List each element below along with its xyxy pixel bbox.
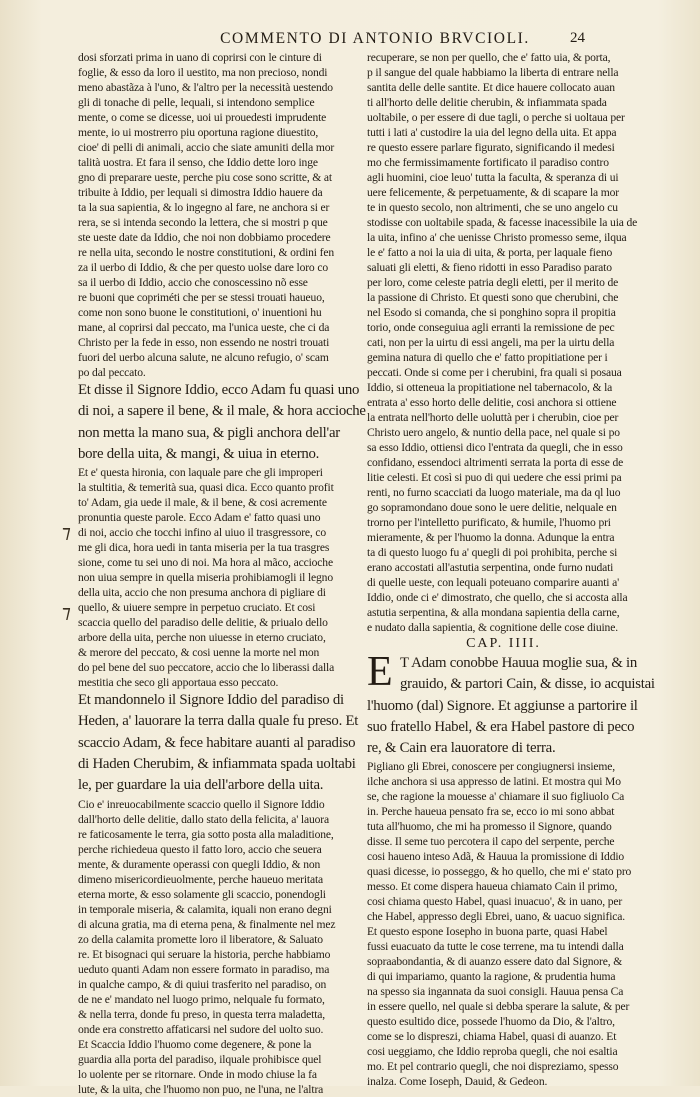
marginal-bracket-mark: ⁊ bbox=[62, 522, 71, 543]
text-line: re nella uita, secondo le nostre constitutioni, & ordini fen bbox=[78, 246, 334, 259]
chapter-opening bbox=[367, 649, 655, 759]
text-line: Et questo espone Iosepho in buona parte, quasi Habel bbox=[367, 925, 608, 939]
text-line: non uiua sempre in quella miseria prohibiamogli il legno bbox=[78, 571, 333, 585]
commentary-paragraph bbox=[78, 50, 341, 380]
text-line: to' Adam, gia uede il male, & il bene, & cosi acremente bbox=[78, 496, 327, 510]
text-line: in essere quello, nel quale si debba sperare la salute, & per bbox=[367, 1000, 630, 1014]
text-line: confidano, essendoci altrimenti serrata la porta di esse de bbox=[367, 456, 624, 469]
text-line: de ne e' mandato nel luogo primo, nelquale fu formato, bbox=[78, 992, 325, 1006]
text-line: messo. Et come dispera haueua chiamato Cain il primo, bbox=[367, 880, 618, 894]
text-line: recuperare, se non per quello, che e' fatto uia, & porta, bbox=[367, 51, 611, 64]
text-line: che Habel, appresso degli Ebrei, uano, & uacuo significa. bbox=[367, 910, 626, 924]
verse-line: re, & Cain era lauoratore di terra. bbox=[367, 740, 556, 757]
text-line: cosi ueggiamo, che Iddio reproba quegli, che noi esaltia bbox=[367, 1045, 618, 1059]
text-line: peccati. Onde si come per i cherubini, fra quali si posaua bbox=[367, 366, 622, 379]
verse-line: Et disse il Signore Iddio, ecco Adam fu quasi uno bbox=[78, 382, 360, 398]
text-line: torio, onde conseguiua agli erranti la remissione de pec bbox=[367, 321, 615, 334]
commentary-paragraph bbox=[78, 465, 341, 690]
text-line: cosi chiama questo Habel, quasi inuacuo', & in uano, per bbox=[367, 895, 623, 909]
text-line: sopraabondantia, & di auanzo essere dato dal Signore, & bbox=[367, 955, 623, 969]
text-line: mestitia che seco gli apportaua esso peccato. bbox=[78, 676, 279, 690]
drop-capital: E bbox=[367, 649, 393, 695]
text-line: agli huomini, cioe leuo' tutta la faculta, & speranza di ui bbox=[367, 171, 619, 184]
text-line: ta la sua sapientia, & lo ingegno al fare, ne anchora si er bbox=[78, 201, 330, 214]
text-line: di quelle ueste, con lequali poteuano comparire auanti a' bbox=[367, 576, 620, 589]
text-line: mieramente, & per l'huomo la donna. Adunque la entra bbox=[367, 531, 615, 544]
verse-line: suo fratello Habel, & era Habel pastore di peco bbox=[367, 718, 635, 735]
text-line: la stultitia, & temerità sua, quasi dica. Ecco quanto profit bbox=[78, 481, 334, 495]
text-line: talità uostra. Et fara il senso, che Iddio dette loro inge bbox=[78, 156, 318, 169]
text-line: rera, se si intenda secondo la lettera, che si mostri p que bbox=[78, 216, 328, 229]
text-line: Cio e' inreuocabilmente scaccio quello il Signore Iddio bbox=[78, 797, 325, 811]
text-line: re questo essere parlare figurato, significando il medesi bbox=[367, 141, 615, 154]
text-line: tuta all'huomo, che mi ha promesso il Signore, quando bbox=[367, 820, 612, 834]
text-line: tribuite à Iddio, per lequali si dimostra Iddio hauere da bbox=[78, 186, 323, 199]
text-line: di qui impariamo, quanto la ragione, & prudentia huma bbox=[367, 970, 616, 984]
text-line: trorno per l'intelletto purificato, & humile, l'huomo pri bbox=[367, 516, 611, 529]
text-line: foglie, & esso da loro il uestito, ma non precioso, nondi bbox=[78, 66, 328, 79]
text-line: questo esultido dice, possede l'huomo da Dio, & l'altro, bbox=[367, 1015, 615, 1029]
text-line: & merore del peccato, & cosi uenne la morte nel mon bbox=[78, 646, 320, 660]
verse-line: di Haden Cherubim, & infiammata spada uoltabi bbox=[78, 756, 356, 773]
verse-line: le, per guardare la uia dell'arbore della uita. bbox=[78, 777, 324, 794]
text-line: ste ueste date da Iddio, che noi non dobbiamo procedere bbox=[78, 231, 331, 244]
text-line: re. Et bisognaci qui seruare la historia, perche habbiamo bbox=[78, 947, 331, 961]
text-line: Et e' questa hironia, con laquale pare che gli improperi bbox=[78, 466, 323, 480]
text-line: della uita, accio che non presuma anchora di pigliare di bbox=[78, 586, 326, 600]
text-line: guardia alla porta del paradiso, ilquale prohibisce quel bbox=[78, 1052, 322, 1066]
text-line: fussi euacuato da tutte le cose terrene, ma tu intendi dalla bbox=[367, 940, 624, 954]
text-line: zo della calamita promette loro il liberatore, & Saluato bbox=[78, 932, 323, 946]
text-line: dimeno misericordieuolmente, perche haueuo meritata bbox=[78, 872, 324, 886]
text-line: mente, & duramente operassi con quegli Iddio, & non bbox=[78, 857, 321, 871]
text-line: in qualche campo, & di quiui trasferito nel paradiso, on bbox=[78, 977, 327, 991]
text-line: za il uerbo di Iddio, & che per questo uolse dare loro co bbox=[78, 261, 328, 274]
text-line: Christo uero angelo, & nuntio della pace, nel quale si po bbox=[367, 426, 620, 439]
text-line: quello, & uiuere sempre in perpetuo cruciato. Et cosi bbox=[78, 601, 316, 615]
text-line: cati, non per la uirtu di essi angeli, ma per la uirtu della bbox=[367, 336, 615, 349]
text-line: mente, io ui mostrerro piu oportuna ragione diuestito, bbox=[78, 126, 319, 139]
text-line: sione, come tu sei uno di noi. Ma hora al mãco, accioche bbox=[78, 556, 333, 570]
commentary-paragraph bbox=[367, 50, 638, 635]
text-line: na spesso sia ingannata da suoi consigli. Hauua pensa Ca bbox=[367, 985, 624, 999]
text-line: Et Scaccia Iddio l'huomo come degenere, & pone la bbox=[78, 1037, 312, 1051]
text-line: meno abastãza à l'uno, & l'altro per la necessità uestendo bbox=[78, 81, 333, 94]
text-line: Iddio, si otteneua la propitiatione nel tabernacolo, & la bbox=[367, 381, 613, 394]
text-line: pronuntia queste parole. Ecco Adam e' fatto quasi uno bbox=[78, 511, 321, 525]
text-line: sa esso Iddio, ottiensi dico l'entrata da quegli, che in esso bbox=[367, 441, 623, 454]
verse-line: grauido, & partori Cain, & disse, io acquistai bbox=[400, 676, 655, 693]
text-line: me gli dica, hora uedi in tanta miseria per la tua trasgres bbox=[78, 541, 330, 555]
commentary-paragraph bbox=[78, 797, 341, 1097]
text-line: in temporale miseria, & calamita, iquali non erano degni bbox=[78, 902, 332, 916]
right-column bbox=[367, 50, 655, 1089]
text-line: come se lo dispreszi, chiama Habel, quasi di auanzo. Et bbox=[367, 1030, 617, 1044]
text-line: dosi sforzati prima in uano di coprirsi con le cinture di bbox=[78, 51, 322, 64]
text-line: tutti i lati a' custodire la uia del legno della uita. Et appa bbox=[367, 126, 617, 139]
text-line: scaccia quello del paradiso delle delitie, & priualo dello bbox=[78, 616, 328, 630]
text-line: te in questo secolo, non altrimenti, che se uno angelo cu bbox=[367, 201, 618, 214]
verse-line: Heden, a' lauorare la terra dalla quale fu preso. Et bbox=[78, 713, 359, 730]
text-line: mente, o come se dicesse, uoi ui prouedesti imprudente bbox=[78, 111, 327, 124]
scripture-verse bbox=[367, 649, 655, 759]
text-line: p il sangue del quale habbiamo la liberta di entrare nella bbox=[367, 66, 619, 79]
left-column bbox=[78, 50, 366, 1097]
text-line: fuori del uerbo alcuna salute, ne alcuno refugio, o' scam bbox=[78, 351, 329, 364]
running-head: COMMENTO DI ANTONIO BRVCIOLI. bbox=[220, 30, 530, 47]
scripture-verse bbox=[78, 690, 359, 796]
text-line: re faticosamente le terra, gia sotto posta alla maladitione, bbox=[78, 827, 334, 841]
text-line: la entrata nell'horto delle uoluttà per i cherubin, cioe per bbox=[367, 411, 619, 424]
text-line: quasi dicesse, io posseggo, & ho quello, che mi e' stato pro bbox=[367, 865, 632, 879]
verse-line: l'huomo (dal) Signore. Et aggiunse a partorire il bbox=[367, 697, 638, 714]
text-line: re buoni que copriméti che per se stessi trouati haueuo, bbox=[78, 291, 325, 304]
text-line: po dal peccato. bbox=[78, 366, 146, 379]
commentary-paragraph bbox=[367, 759, 630, 1089]
verse-line: scaccio Adam, & fece habitare auanti al paradiso bbox=[78, 734, 356, 751]
text-line: per loro, come celeste patria degli eletti, per il merito de bbox=[367, 276, 619, 289]
text-line: mo che fermissimamente fortificato il paradiso contro bbox=[367, 156, 609, 169]
text-line: lute, & la uita, che l'huomo non puo, ne l'una, ne l'altra bbox=[78, 1082, 324, 1096]
text-line: go sopramondano doue sono le uere delitie, nelquale en bbox=[367, 501, 617, 514]
text-line: cioe' di pelli di animali, accio che siate amuniti della mor bbox=[78, 141, 335, 154]
text-line: se, che ragione la mouesse a' chiamare il suo figliuolo Ca bbox=[367, 790, 625, 804]
text-line: e nudato dalla sapientia, & cognitione delle cose diuine. bbox=[367, 621, 618, 634]
text-line: santita delle delle santite. Et dice hauere collocato auan bbox=[367, 81, 615, 94]
text-line: di noi, accio che tocchi infino al uiuo il trasgressore, co bbox=[78, 526, 327, 540]
text-line: ueduto quanti Adam non essere formato in paradiso, ma bbox=[78, 962, 330, 976]
text-line: dall'horto delle delitie, dallo stato della felicita, a' lauora bbox=[78, 812, 329, 826]
verse-line: di noi, a sapere il bene, & il male, & hora accioche bbox=[78, 403, 366, 420]
text-line: gno di preparare ueste, perche piu cose sono scritte, & at bbox=[78, 171, 332, 184]
verse-line: Et mandonnelo il Signore Iddio del paradiso di bbox=[78, 692, 344, 709]
text-line: mane, al coprirsi dal peccato, ma l'unica ueste, che ci da bbox=[78, 321, 330, 334]
text-line: di alcuna gratia, ma di eterna pena, & finalmente nel mez bbox=[78, 917, 336, 931]
text-line: ti all'horto delle delitie cherubin, & infiammata spada bbox=[367, 96, 607, 109]
text-line: eterna morte, & esso solamente gli scaccio, ponendogli bbox=[78, 887, 326, 901]
page-header bbox=[0, 30, 700, 52]
text-line: cosi haueno inteso Adã, & Hauua la promissione di Iddio bbox=[367, 850, 625, 864]
text-line: ilche anchora si usa appresso de latini. Et mostra qui Mo bbox=[367, 775, 621, 789]
text-line: do pel bene del suo peccatore, accio che lo liberassi dalla bbox=[78, 661, 335, 675]
text-line: sa il uerbo di Iddio, accio che conoscessino nõ esse bbox=[78, 276, 308, 289]
text-line: la passione di Christo. Et questi sono que cherubini, che bbox=[367, 291, 619, 304]
text-line: gli di tonache di pelle, lequali, si intendono semplice bbox=[78, 96, 315, 109]
text-line: Iddio, onde ci e' dimostrato, che quello, che si accosta alla bbox=[367, 591, 628, 604]
text-line: lo uolente per se ritornare. Onde in modo chiuse la fa bbox=[78, 1067, 317, 1081]
text-line: stodisse con uoltabile spada, & facesse inacessibile la uia de bbox=[367, 216, 638, 229]
text-line: come non sono buone le constitutioni, o' inuentioni hu bbox=[78, 306, 322, 319]
text-line: litie celesti. Et così si puo di qui uedere che essi primi pa bbox=[367, 471, 622, 484]
text-line: astutia serpentina, & alla mondana sapientia della carne, bbox=[367, 606, 620, 619]
scripture-verse bbox=[78, 380, 366, 465]
text-line: Pigliano gli Ebrei, conoscere per congiugnersi insieme, bbox=[367, 760, 616, 774]
verse-line: bore della uita, & mangi, & uiua in eterno. bbox=[78, 445, 320, 462]
text-line: ta di questo luogo fu a' quegli di poi prohibita, perche si bbox=[367, 546, 618, 559]
text-line: mo. Et pel contrario quegli, che noi dispreziamo, spesso bbox=[367, 1060, 619, 1074]
text-line: uere felicemente, & perpetuamente, & di scapare la mor bbox=[367, 186, 619, 199]
text-line: entrata a' esso horto delle delitie, cosi anchora si ottiene bbox=[367, 396, 617, 409]
text-line: erano accostati all'astutia serpentina, onde furno nudati bbox=[367, 561, 614, 574]
verse-line: T Adam conobbe Hauua moglie sua, & in bbox=[400, 655, 638, 671]
text-line: renti, no furno scacciati da luogo materiale, ma da ql luo bbox=[367, 486, 621, 499]
text-line: Christo per la fede in esso, non essendo ne nostri trouati bbox=[78, 336, 330, 349]
text-line: nel Esodo si comanda, che si ponghino sopra il propitia bbox=[367, 306, 616, 319]
text-line: le e' fatto a noi la uia di uita, & porta, per laquale fieno bbox=[367, 246, 613, 259]
marginal-bracket-mark: ⁊ bbox=[62, 602, 71, 623]
text-line: la uita, infino a' che uenisse Christo promesso seme, ilqua bbox=[367, 231, 627, 244]
verse-line: non metta la mano sua, & pigli anchora dell'ar bbox=[78, 424, 340, 441]
folio-number: 24 bbox=[570, 30, 585, 46]
text-line: gemina natura di quello che e' fatto propitiatione per i bbox=[367, 351, 608, 364]
text-line: onde era constretto affaticarsi nel sudore del uolto suo. bbox=[78, 1022, 324, 1036]
text-line: uoltabile, o per essere di due tagli, o perche si uoltaua per bbox=[367, 111, 625, 124]
text-line: perche richiedeua questo il fatto loro, accio che seuera bbox=[78, 842, 322, 856]
chapter-heading: CAP. IIII. bbox=[466, 636, 541, 651]
text-line: & nella terra, donde fu preso, in questa terra maladetta, bbox=[78, 1007, 326, 1021]
text-line: in. Perche haueua pensato fra se, ecco io mi sono abbat bbox=[367, 805, 615, 819]
text-line: arbore della uita, perche non uiuesse in eterno cruciato, bbox=[78, 631, 326, 645]
text-line: saluati gli eletti, & fieno ridotti in esso Paradiso parato bbox=[367, 261, 612, 274]
text-line: inalza. Come Ioseph, Dauid, & Gedeon. bbox=[367, 1075, 548, 1089]
text-line: disse. Il seme tuo percotera il capo del serpente, perche bbox=[367, 835, 615, 849]
